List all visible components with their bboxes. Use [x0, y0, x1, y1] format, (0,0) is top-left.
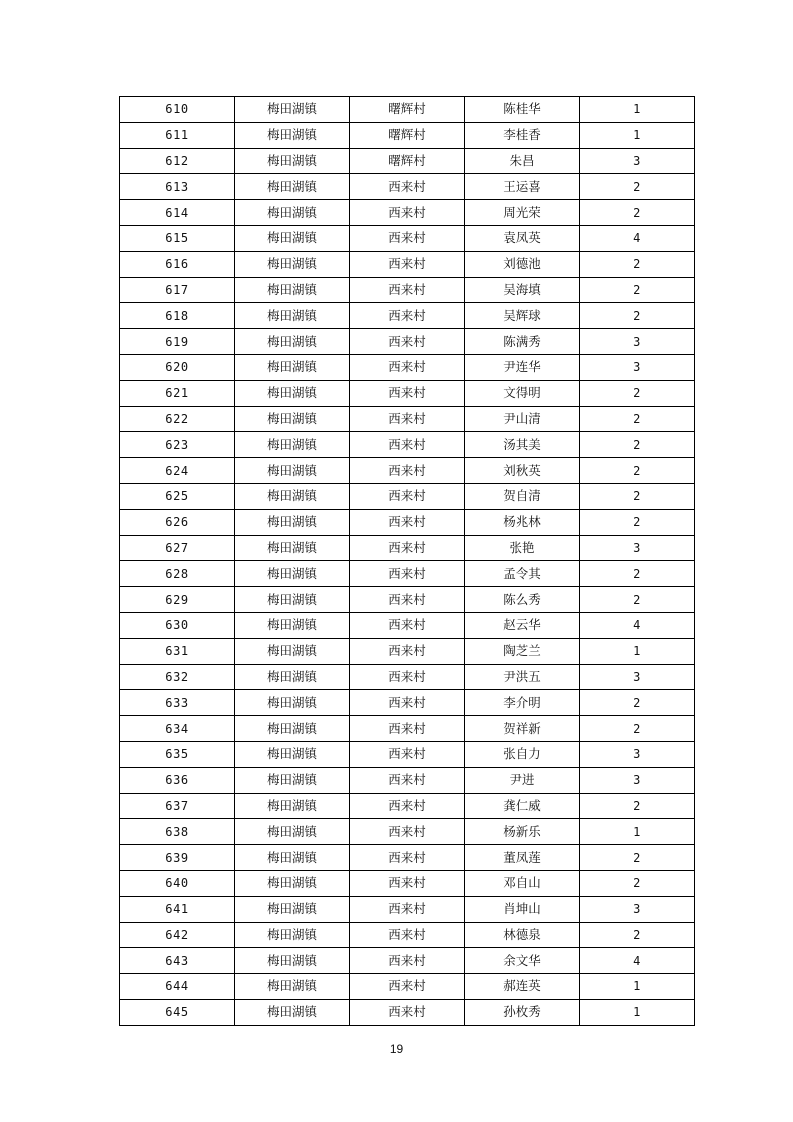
cell-person-name: 李桂香 — [465, 122, 580, 148]
cell-town: 梅田湖镇 — [235, 664, 350, 690]
table-row — [120, 741, 695, 767]
table-row — [120, 561, 695, 587]
cell-village: 西来村 — [350, 870, 465, 896]
cell-village: 西来村 — [350, 612, 465, 638]
cell-village: 西来村 — [350, 432, 465, 458]
table-row — [120, 690, 695, 716]
cell-count: 2 — [580, 561, 695, 587]
cell-count: 2 — [580, 200, 695, 226]
table-row — [120, 535, 695, 561]
cell-town: 梅田湖镇 — [235, 870, 350, 896]
table-row — [120, 380, 695, 406]
cell-village: 西来村 — [350, 948, 465, 974]
cell-village: 西来村 — [350, 638, 465, 664]
cell-serial-number: 619 — [120, 329, 235, 355]
table-row — [120, 612, 695, 638]
cell-person-name: 王运喜 — [465, 174, 580, 200]
cell-village: 西来村 — [350, 819, 465, 845]
table-row — [120, 406, 695, 432]
cell-town: 梅田湖镇 — [235, 354, 350, 380]
cell-person-name: 尹连华 — [465, 354, 580, 380]
table-row — [120, 896, 695, 922]
cell-count: 3 — [580, 354, 695, 380]
cell-count: 2 — [580, 483, 695, 509]
cell-person-name: 袁凤英 — [465, 225, 580, 251]
table-row — [120, 303, 695, 329]
cell-serial-number: 630 — [120, 612, 235, 638]
cell-serial-number: 637 — [120, 793, 235, 819]
cell-person-name: 吴辉球 — [465, 303, 580, 329]
cell-serial-number: 628 — [120, 561, 235, 587]
cell-person-name: 刘德池 — [465, 251, 580, 277]
cell-person-name: 赵云华 — [465, 612, 580, 638]
cell-town: 梅田湖镇 — [235, 974, 350, 1000]
table-row — [120, 999, 695, 1025]
cell-person-name: 董凤莲 — [465, 845, 580, 871]
cell-count: 2 — [580, 277, 695, 303]
cell-town: 梅田湖镇 — [235, 97, 350, 123]
table-row — [120, 329, 695, 355]
cell-person-name: 尹洪五 — [465, 664, 580, 690]
cell-serial-number: 639 — [120, 845, 235, 871]
cell-count: 2 — [580, 922, 695, 948]
cell-count: 3 — [580, 329, 695, 355]
cell-serial-number: 638 — [120, 819, 235, 845]
cell-village: 西来村 — [350, 845, 465, 871]
cell-serial-number: 640 — [120, 870, 235, 896]
table-row — [120, 845, 695, 871]
cell-person-name: 贺自清 — [465, 483, 580, 509]
cell-village: 曙辉村 — [350, 122, 465, 148]
table-row — [120, 509, 695, 535]
cell-town: 梅田湖镇 — [235, 896, 350, 922]
cell-town: 梅田湖镇 — [235, 716, 350, 742]
cell-serial-number: 632 — [120, 664, 235, 690]
cell-person-name: 汤其美 — [465, 432, 580, 458]
cell-count: 2 — [580, 174, 695, 200]
cell-count: 2 — [580, 380, 695, 406]
cell-village: 曙辉村 — [350, 97, 465, 123]
cell-person-name: 杨兆林 — [465, 509, 580, 535]
table-row — [120, 922, 695, 948]
cell-person-name: 余文华 — [465, 948, 580, 974]
cell-village: 西来村 — [350, 561, 465, 587]
cell-village: 西来村 — [350, 690, 465, 716]
cell-village: 西来村 — [350, 716, 465, 742]
cell-serial-number: 616 — [120, 251, 235, 277]
cell-person-name: 尹山清 — [465, 406, 580, 432]
cell-serial-number: 626 — [120, 509, 235, 535]
cell-person-name: 杨新乐 — [465, 819, 580, 845]
cell-town: 梅田湖镇 — [235, 458, 350, 484]
table-row — [120, 664, 695, 690]
table-row — [120, 225, 695, 251]
cell-serial-number: 610 — [120, 97, 235, 123]
cell-count: 3 — [580, 664, 695, 690]
cell-count: 2 — [580, 845, 695, 871]
cell-person-name: 龚仁威 — [465, 793, 580, 819]
cell-village: 西来村 — [350, 200, 465, 226]
cell-serial-number: 615 — [120, 225, 235, 251]
cell-serial-number: 645 — [120, 999, 235, 1025]
cell-count: 2 — [580, 458, 695, 484]
cell-town: 梅田湖镇 — [235, 432, 350, 458]
cell-count: 3 — [580, 896, 695, 922]
cell-count: 1 — [580, 974, 695, 1000]
cell-village: 西来村 — [350, 922, 465, 948]
cell-count: 2 — [580, 509, 695, 535]
cell-serial-number: 644 — [120, 974, 235, 1000]
cell-serial-number: 635 — [120, 741, 235, 767]
cell-town: 梅田湖镇 — [235, 277, 350, 303]
cell-serial-number: 618 — [120, 303, 235, 329]
cell-count: 1 — [580, 638, 695, 664]
table-row — [120, 251, 695, 277]
cell-count: 2 — [580, 716, 695, 742]
cell-count: 2 — [580, 587, 695, 613]
cell-count: 4 — [580, 612, 695, 638]
cell-person-name: 孟令其 — [465, 561, 580, 587]
cell-town: 梅田湖镇 — [235, 767, 350, 793]
cell-village: 西来村 — [350, 767, 465, 793]
cell-village: 西来村 — [350, 303, 465, 329]
table-row — [120, 354, 695, 380]
cell-serial-number: 627 — [120, 535, 235, 561]
table-row — [120, 432, 695, 458]
cell-village: 西来村 — [350, 793, 465, 819]
cell-count: 1 — [580, 819, 695, 845]
cell-count: 1 — [580, 999, 695, 1025]
cell-town: 梅田湖镇 — [235, 638, 350, 664]
cell-village: 西来村 — [350, 535, 465, 561]
table-row — [120, 638, 695, 664]
table-row — [120, 767, 695, 793]
cell-town: 梅田湖镇 — [235, 948, 350, 974]
table-row — [120, 870, 695, 896]
cell-person-name: 陈么秀 — [465, 587, 580, 613]
household-table — [119, 96, 695, 1026]
cell-serial-number: 624 — [120, 458, 235, 484]
cell-serial-number: 611 — [120, 122, 235, 148]
cell-village: 西来村 — [350, 741, 465, 767]
cell-person-name: 周光荣 — [465, 200, 580, 226]
cell-serial-number: 621 — [120, 380, 235, 406]
cell-person-name: 刘秋英 — [465, 458, 580, 484]
cell-town: 梅田湖镇 — [235, 819, 350, 845]
cell-person-name: 朱昌 — [465, 148, 580, 174]
cell-town: 梅田湖镇 — [235, 122, 350, 148]
cell-count: 3 — [580, 535, 695, 561]
cell-town: 梅田湖镇 — [235, 561, 350, 587]
cell-person-name: 肖坤山 — [465, 896, 580, 922]
page-number: 19 — [389, 1042, 404, 1056]
cell-town: 梅田湖镇 — [235, 380, 350, 406]
cell-village: 西来村 — [350, 380, 465, 406]
cell-serial-number: 620 — [120, 354, 235, 380]
cell-count: 2 — [580, 690, 695, 716]
cell-count: 3 — [580, 741, 695, 767]
table-row — [120, 483, 695, 509]
table-row — [120, 174, 695, 200]
table-row — [120, 122, 695, 148]
cell-town: 梅田湖镇 — [235, 251, 350, 277]
cell-count: 4 — [580, 225, 695, 251]
cell-serial-number: 622 — [120, 406, 235, 432]
cell-serial-number: 642 — [120, 922, 235, 948]
cell-town: 梅田湖镇 — [235, 690, 350, 716]
cell-serial-number: 614 — [120, 200, 235, 226]
cell-person-name: 李介明 — [465, 690, 580, 716]
cell-serial-number: 612 — [120, 148, 235, 174]
cell-person-name: 邓自山 — [465, 870, 580, 896]
cell-town: 梅田湖镇 — [235, 845, 350, 871]
cell-serial-number: 641 — [120, 896, 235, 922]
cell-person-name: 吴海填 — [465, 277, 580, 303]
cell-village: 曙辉村 — [350, 148, 465, 174]
cell-village: 西来村 — [350, 509, 465, 535]
cell-village: 西来村 — [350, 664, 465, 690]
cell-person-name: 张艳 — [465, 535, 580, 561]
cell-town: 梅田湖镇 — [235, 999, 350, 1025]
cell-village: 西来村 — [350, 974, 465, 1000]
cell-village: 西来村 — [350, 354, 465, 380]
cell-serial-number: 633 — [120, 690, 235, 716]
cell-person-name: 文得明 — [465, 380, 580, 406]
cell-count: 2 — [580, 793, 695, 819]
table-row — [120, 587, 695, 613]
cell-count: 3 — [580, 148, 695, 174]
cell-village: 西来村 — [350, 587, 465, 613]
cell-village: 西来村 — [350, 277, 465, 303]
table-row — [120, 97, 695, 123]
cell-town: 梅田湖镇 — [235, 200, 350, 226]
cell-town: 梅田湖镇 — [235, 483, 350, 509]
cell-count: 2 — [580, 303, 695, 329]
cell-town: 梅田湖镇 — [235, 587, 350, 613]
cell-serial-number: 629 — [120, 587, 235, 613]
cell-village: 西来村 — [350, 329, 465, 355]
cell-count: 2 — [580, 432, 695, 458]
cell-person-name: 林德泉 — [465, 922, 580, 948]
cell-count: 1 — [580, 97, 695, 123]
cell-village: 西来村 — [350, 406, 465, 432]
cell-count: 2 — [580, 870, 695, 896]
cell-person-name: 尹进 — [465, 767, 580, 793]
table-row — [120, 819, 695, 845]
cell-town: 梅田湖镇 — [235, 535, 350, 561]
table-row — [120, 948, 695, 974]
cell-town: 梅田湖镇 — [235, 148, 350, 174]
cell-serial-number: 631 — [120, 638, 235, 664]
cell-village: 西来村 — [350, 225, 465, 251]
cell-person-name: 陶芝兰 — [465, 638, 580, 664]
cell-count: 1 — [580, 122, 695, 148]
cell-serial-number: 643 — [120, 948, 235, 974]
cell-town: 梅田湖镇 — [235, 922, 350, 948]
cell-village: 西来村 — [350, 896, 465, 922]
cell-town: 梅田湖镇 — [235, 174, 350, 200]
table-row — [120, 458, 695, 484]
cell-serial-number: 613 — [120, 174, 235, 200]
cell-count: 4 — [580, 948, 695, 974]
cell-town: 梅田湖镇 — [235, 225, 350, 251]
cell-person-name: 张自力 — [465, 741, 580, 767]
cell-town: 梅田湖镇 — [235, 303, 350, 329]
cell-town: 梅田湖镇 — [235, 329, 350, 355]
cell-town: 梅田湖镇 — [235, 793, 350, 819]
cell-person-name: 郝连英 — [465, 974, 580, 1000]
cell-person-name: 陈满秀 — [465, 329, 580, 355]
table-body — [120, 97, 695, 1026]
table-row — [120, 716, 695, 742]
table-row — [120, 200, 695, 226]
table-row — [120, 148, 695, 174]
cell-serial-number: 623 — [120, 432, 235, 458]
cell-count: 2 — [580, 406, 695, 432]
cell-town: 梅田湖镇 — [235, 406, 350, 432]
cell-person-name: 孙枚秀 — [465, 999, 580, 1025]
cell-serial-number: 625 — [120, 483, 235, 509]
table-row — [120, 277, 695, 303]
cell-village: 西来村 — [350, 251, 465, 277]
cell-count: 3 — [580, 767, 695, 793]
cell-serial-number: 634 — [120, 716, 235, 742]
cell-town: 梅田湖镇 — [235, 509, 350, 535]
cell-village: 西来村 — [350, 174, 465, 200]
table-row — [120, 793, 695, 819]
cell-count: 2 — [580, 251, 695, 277]
cell-village: 西来村 — [350, 483, 465, 509]
cell-person-name: 陈桂华 — [465, 97, 580, 123]
cell-person-name: 贺祥新 — [465, 716, 580, 742]
cell-village: 西来村 — [350, 999, 465, 1025]
cell-serial-number: 636 — [120, 767, 235, 793]
cell-serial-number: 617 — [120, 277, 235, 303]
cell-town: 梅田湖镇 — [235, 741, 350, 767]
cell-town: 梅田湖镇 — [235, 612, 350, 638]
table-row — [120, 974, 695, 1000]
cell-village: 西来村 — [350, 458, 465, 484]
